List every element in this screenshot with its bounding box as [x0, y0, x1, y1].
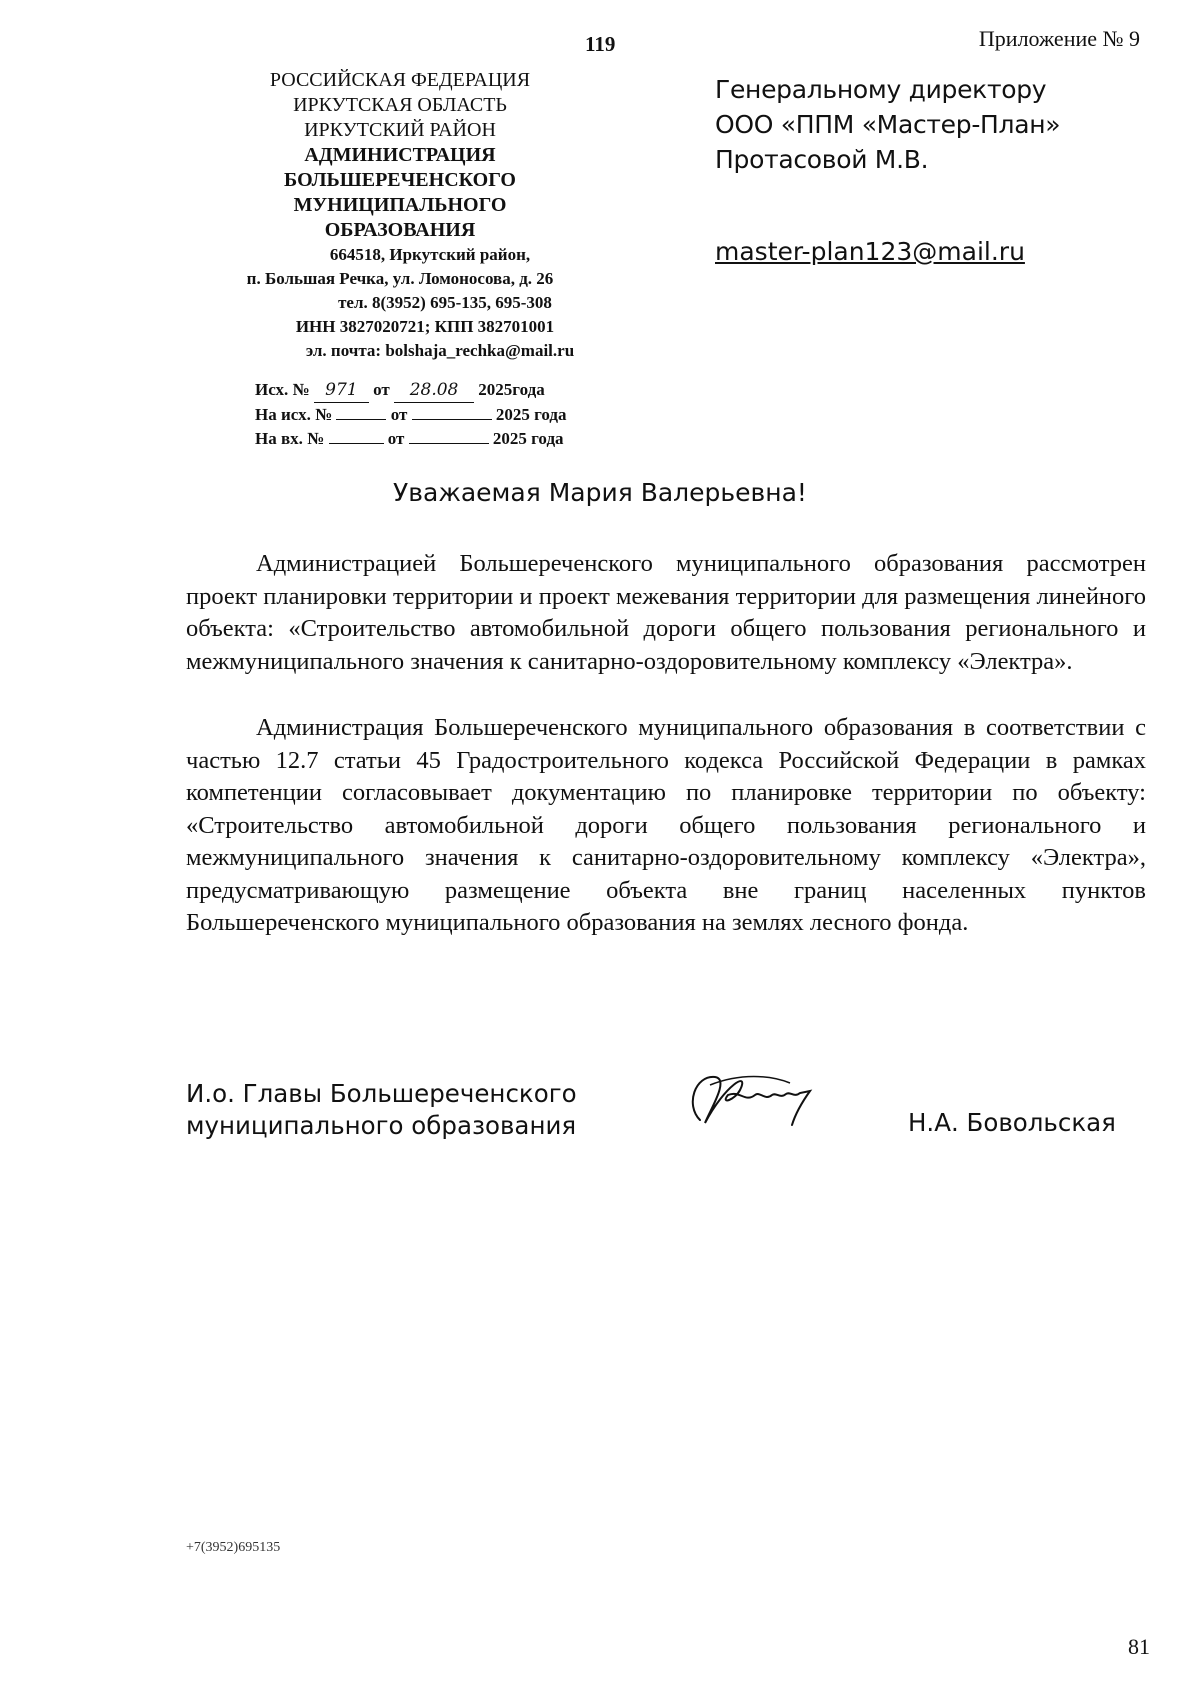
appendix-label: Приложение № 9 [978, 26, 1140, 51]
signatory-position [186, 1078, 577, 1142]
out-number: 971 [314, 378, 369, 403]
reply-number-blank [336, 419, 386, 420]
from-label: от [387, 429, 405, 448]
footer-phone: +7(3952)695135 [186, 1540, 281, 1555]
recipient-block [715, 72, 1060, 177]
signature-icon [680, 1065, 830, 1135]
from-label: от [373, 380, 390, 399]
sender-block [180, 68, 620, 363]
from-label: от [390, 405, 408, 424]
reply-line [255, 403, 566, 427]
reply-year: 2025 года [495, 405, 567, 424]
in-date-blank [409, 443, 489, 444]
out-date: 28.08 [394, 378, 474, 403]
sender-line: ИРКУТСКИЙ РАЙОН [304, 119, 496, 141]
paragraph-2 [186, 712, 1146, 940]
in-year: 2025 года [492, 429, 564, 448]
position-line-2: муниципального образования [186, 1111, 577, 1140]
paragraph-text: Администрацией Большереченского муниципального образования рассмотрен проект планировки территории и проект межевания территории для размещения линейного объекта: «Строительство автомобильной дороги общего пользования регионального и межмуниципального значения к санитарно-оздоровительному комплексу «Электра». [186, 550, 1146, 675]
registration-block [255, 378, 566, 451]
sender-line: РОССИЙСКАЯ ФЕДЕРАЦИЯ [269, 69, 531, 91]
in-number-blank [329, 443, 384, 444]
recipient-line-2: ООО «ППМ «Мастер-План» [715, 110, 1061, 139]
sender-org-line: БОЛЬШЕРЕЧЕНСКОГО [284, 169, 516, 191]
paragraph-text: Администрация Большереченского муниципального образования в соответствии с частью 12.7 статьи 45 Градостроительного кодекса Российской Федерации в рамках компетенции согласовывает документацию по планировке территории по объекту: «Строительство автомобильной дороги общего пользования регионального и межмуниципального значения к санитарно-оздоровительному комплексу «Электра», предусматривающую размещение объекта вне границ населенных пунктов Большереченского муниципального образования на землях лесного фонда. [186, 714, 1146, 936]
recipient-line-3: Протасовой М.В. [715, 145, 929, 174]
page-top-number: 119 [585, 32, 616, 56]
sender-phone: тел. 8(3952) 695-135, 695-308 [338, 293, 552, 312]
greeting: Уважаемая Мария Валерьевна! [393, 478, 807, 507]
sender-line: ИРКУТСКАЯ ОБЛАСТЬ [293, 94, 507, 116]
sender-org-line: МУНИЦИПАЛЬНОГО [293, 194, 507, 216]
sender-address-1: 664518, Иркутский район, [329, 245, 531, 264]
page-number: 81 [1128, 1634, 1150, 1659]
position-line-1: И.о. Главы Большереченского [186, 1079, 577, 1108]
recipient-email-link[interactable]: master-plan123@mail.ru [715, 237, 1025, 266]
sender-address-2: п. Большая Речка, ул. Ломоносова, д. 26 [246, 269, 554, 288]
sender-org-line: ОБРАЗОВАНИЯ [324, 219, 476, 241]
sender-email: эл. почта: bolshaja_rechka@mail.ru [305, 341, 575, 360]
incoming-line [255, 427, 566, 451]
paragraph-1 [186, 548, 1146, 678]
reply-label: На исх. № [255, 405, 333, 424]
signatory-name: Н.А. Бовольская [908, 1108, 1116, 1137]
reply-date-blank [412, 419, 492, 420]
sender-org-line: АДМИНИСТРАЦИЯ [304, 144, 496, 166]
recipient-line-1: Генеральному директору [715, 75, 1047, 104]
in-label: На вх. № [255, 429, 325, 448]
sender-inn: ИНН 3827020721; КПП 382701001 [295, 317, 555, 336]
outgoing-line [255, 378, 566, 403]
handwritten-signature [680, 1065, 830, 1140]
out-label: Исх. № [255, 380, 310, 399]
out-year: 2025года [478, 380, 545, 399]
